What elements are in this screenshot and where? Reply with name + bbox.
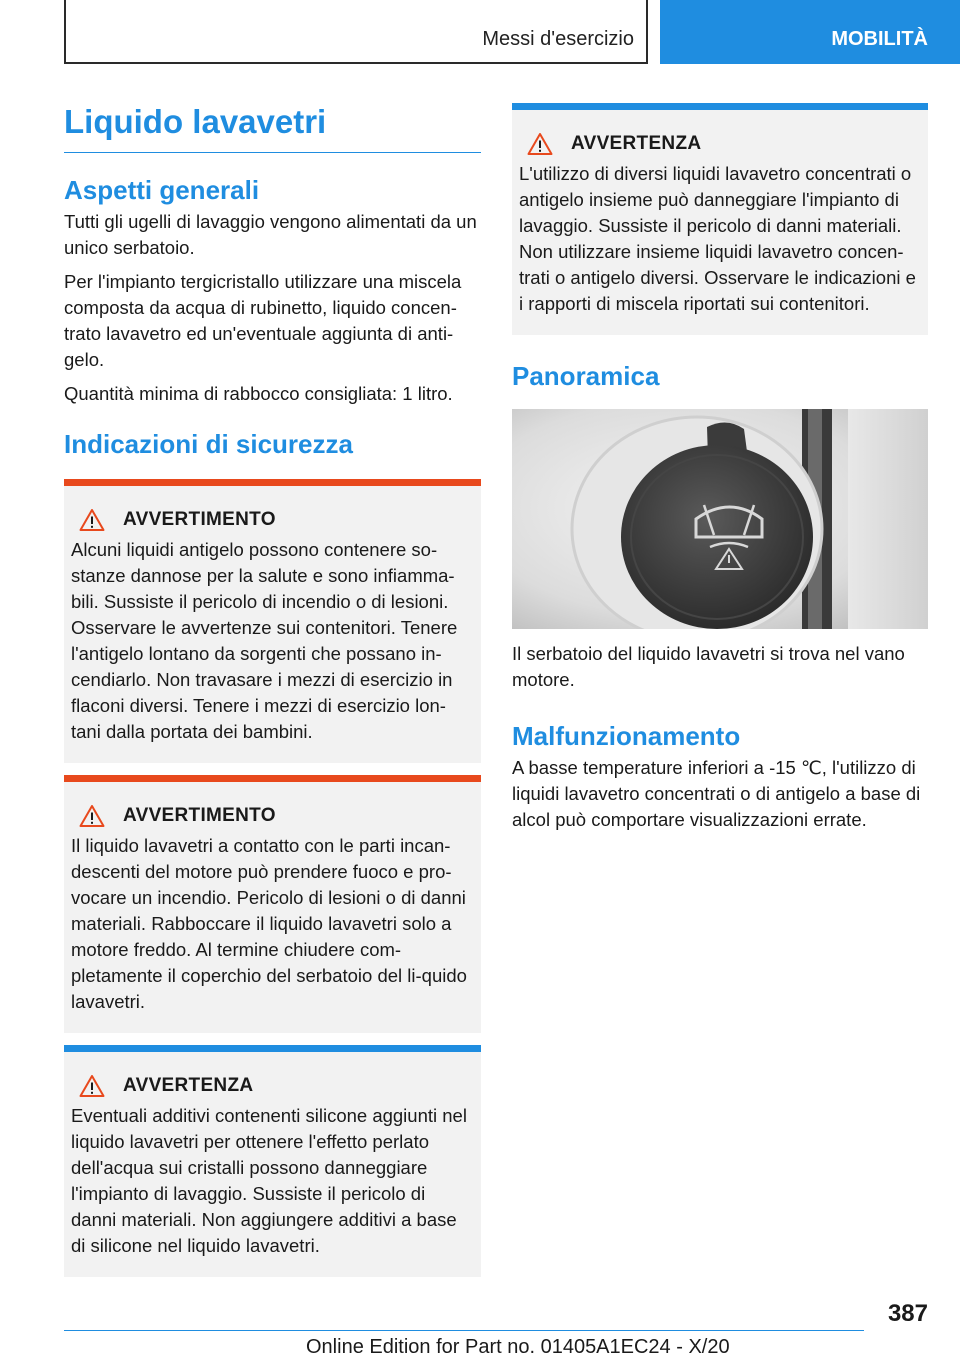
- warning-text: Il liquido lavavetri a contatto con le parti incan-descenti del motore può prendere fuoco e pro-vocare un incendio. Pericolo di lesioni o di danni materiali. Rabboccare il liquido lavavetri solo a motore freddo. Al termine chiudere com-pletamente il coperchio del serbatoio del li-quido lavavetri.: [71, 835, 467, 1012]
- header-section-label: Messi d'esercizio: [482, 28, 634, 50]
- general-paragraph-2: Per l'impianto tergicristallo utilizzare una miscela composta da acqua di rubinetto, liquido concen-trato lavavetro ed un'eventuale aggiunta di anti-gelo.: [64, 271, 462, 370]
- general-paragraph-1: Tutti gli ugelli di lavaggio vengono alimentati da un unico serbatoio.: [64, 211, 477, 258]
- heading-general: Aspetti generali: [64, 175, 260, 205]
- warning-box: [64, 775, 481, 1033]
- page-title: Liquido lavavetri: [64, 98, 481, 153]
- warning-triangle-icon: [79, 804, 105, 828]
- warning-label: AVVERTIMENTO: [123, 805, 276, 826]
- notice-label: AVVERTENZA: [571, 133, 702, 154]
- header-section-tab: [64, 0, 648, 64]
- warning-text: Alcuni liquidi antigelo possono contenere so-stanze dannose per la salute e sono infiamma-bili. Sussiste il pericolo di incendio o di lesioni. Osservare le avvertenze sui contenitori. Tenere l'antigelo lontano da sorgenti che possano in-cendiarlo. Non travasare i mezzi di esercizio in flaconi diversi. Tenere i mezzi di esercizio lon-tani dalla portata dei bambini.: [71, 539, 458, 742]
- edition-footer: Online Edition for Part no. 01405A1EC24 - X/20: [306, 1336, 730, 1358]
- notice-box: [64, 1045, 481, 1277]
- washer-cap-illustration: [512, 409, 928, 629]
- right-column: [512, 98, 928, 833]
- header-chapter-tab: [660, 0, 960, 64]
- washer-reservoir-photo: [512, 409, 928, 629]
- heading-overview: Panoramica: [512, 361, 660, 391]
- general-paragraph-3: Quantità minima di rabbocco consigliata: 1 litro.: [64, 383, 453, 404]
- warning-triangle-icon: [79, 508, 105, 532]
- footer-divider: [64, 1330, 864, 1331]
- warning-triangle-icon: [527, 132, 553, 156]
- notice-box: [512, 103, 928, 335]
- warning-label: AVVERTIMENTO: [123, 509, 276, 530]
- malfunction-text: A basse temperature inferiori a -15 ℃, l'utilizzo di liquidi lavavetro concentrati o di antigelo a base di alcol può comportare visualizzazioni errate.: [512, 757, 921, 830]
- page-number: 387: [887, 1300, 928, 1327]
- header-chapter-label: MOBILITÀ: [831, 28, 928, 50]
- heading-safety: Indicazioni di sicurezza: [64, 429, 353, 459]
- notice-text: Eventuali additivi contenenti silicone aggiunti nel liquido lavavetri per ottenere l'effetto perlato dell'acqua sui cristalli possono danneggiare l'impianto di lavaggio. Sussiste il pericolo di danni materiali. Non aggiungere additivi a base di silicone nel liquido lavavetri.: [71, 1105, 467, 1256]
- warning-triangle-icon: [79, 1074, 105, 1098]
- left-column: [64, 98, 481, 1277]
- heading-malfunction: Malfunzionamento: [512, 721, 741, 751]
- notice-label: AVVERTENZA: [123, 1075, 254, 1096]
- overview-caption: Il serbatoio del liquido lavavetri si trova nel vano motore.: [512, 643, 905, 690]
- warning-box: [64, 479, 481, 763]
- notice-text: L'utilizzo di diversi liquidi lavavetro concentrati o antigelo insieme può danneggiare l'impianto di lavaggio. Sussiste il pericolo di danni materiali. Non utilizzare insieme liquidi lavavetro concen-trati o antigelo diversi. Osservare le indicazioni e i rapporti di miscela riportati sui contenitori.: [519, 163, 916, 314]
